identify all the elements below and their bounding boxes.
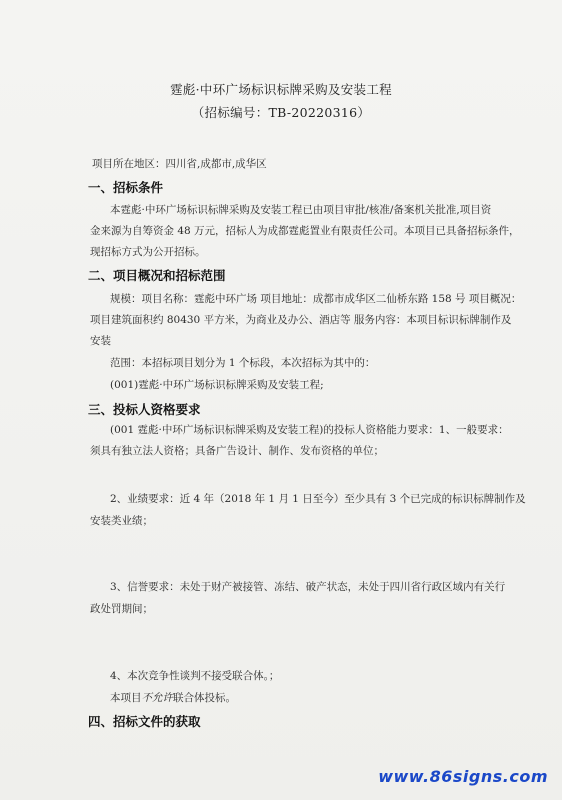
section-3-line-1: (001 霆彪·中环广场标识标牌采购及安装工程)的投标人资格能力要求：1、一般要求：: [110, 424, 509, 436]
section-3-line-8-b: 不允许: [141, 692, 173, 704]
section-2-line-5: (001)霆彪·中环广场标识标牌采购及安装工程;: [110, 379, 324, 391]
section-1-line-3: 现招标方式为公开招标。: [90, 246, 206, 258]
section-1-heading: 一、招标条件: [88, 180, 164, 195]
section-2-line-3: 安装: [90, 335, 111, 347]
section-2-heading: 二、项目概况和招标范围: [88, 268, 226, 283]
section-3-line-7: 4、本次竞争性谈判不接受联合体。；: [110, 670, 280, 682]
watermark-logo: www.86signs.com: [378, 767, 548, 786]
section-3-line-8-c: 联合体投标。: [173, 692, 236, 704]
section-2-line-2: 项目建筑面积约 80430 平方米，为商业及办公、酒店等 服务内容：本项目标识标牌制作及: [90, 314, 512, 326]
section-4-heading: 四、招标文件的获取: [88, 714, 201, 729]
section-2-line-4: 范围：本招标项目划分为 1 个标段，本次招标为其中的：: [110, 357, 376, 369]
section-3-line-4: 安装类业绩；: [90, 515, 153, 527]
section-3-heading: 三、投标人资格要求: [88, 402, 201, 417]
document-title: 霆彪·中环广场标识标牌采购及安装工程: [170, 82, 392, 97]
section-3-line-8: [110, 691, 236, 705]
section-3-line-6: 政处罚期间；: [90, 603, 153, 615]
section-3-line-5: 3、信誉要求：未处于财产被接管、冻结、破产状态，未处于四川省行政区域内有关行: [110, 581, 506, 593]
project-location: 项目所在地区：四川省,成都市,成华区: [92, 158, 267, 170]
tender-number: （招标编号：TB-20220316）: [191, 105, 371, 120]
section-1-line-1: 本霆彪·中环广场标识标牌采购及安装工程已由项目审批/核准/备案机关批准,项目资: [110, 204, 492, 216]
section-2-line-1: 规模：项目名称：霆彪中环广场 项目地址：成都市成华区二仙桥东路 158 号 项目概况：: [110, 293, 522, 305]
section-1-line-2: 金来源为自筹资金 48 万元，招标人为成都霆彪置业有限责任公司。本项目已具备招标条件，: [90, 225, 520, 237]
section-3-line-3: 2、业绩要求：近 4 年（2018 年 1 月 1 日至今）至少具有 3 个已完成的标识标牌制作及: [110, 493, 526, 505]
section-3-line-2: 须具有独立法人资格；具备广告设计、制作、发布资格的单位；: [90, 445, 384, 457]
section-3-line-8-a: 本项目: [110, 692, 142, 704]
